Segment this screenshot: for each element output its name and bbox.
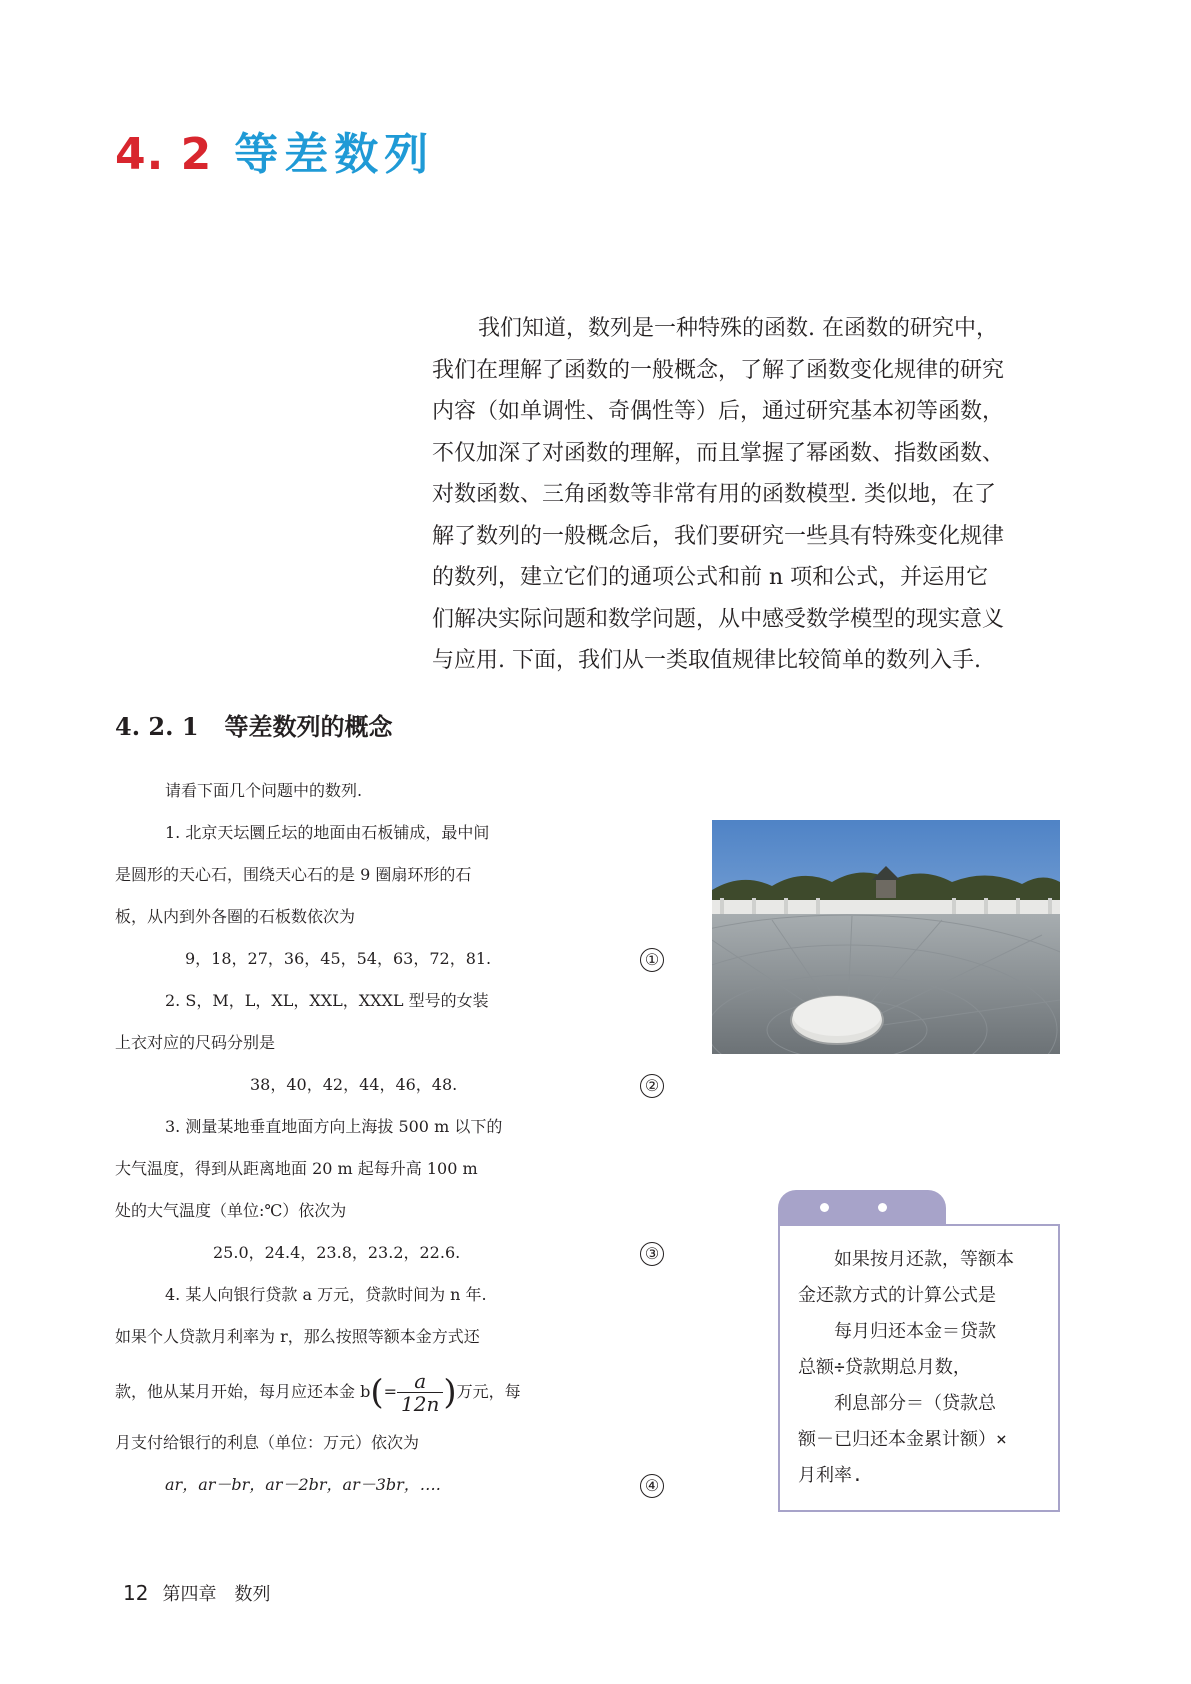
fraction-numerator: a	[397, 1370, 443, 1393]
body-line: 板，从内到外各圈的石板数依次为	[115, 907, 356, 926]
section-heading	[115, 707, 393, 742]
body-line: 如果个人贷款月利率为 r，那么按照等额本金方式还	[115, 1327, 480, 1346]
circular-mound-altar-photo	[712, 820, 1060, 1054]
circled-number-3: ③	[640, 1242, 664, 1266]
note-line: 利息部分＝（贷款总	[798, 1393, 996, 1414]
note-tab	[778, 1190, 946, 1226]
intro-line: 我们在理解了函数的一般概念，了解了函数变化规律的研究	[432, 357, 1005, 383]
sequence-3: 25.0，24.4，23.8，23.2，22.6.	[213, 1243, 461, 1262]
chapter-heading	[115, 118, 434, 182]
intro-line: 与应用. 下面，我们从一类取值规律比较简单的数列入手.	[432, 648, 981, 673]
section-title: 等差数列的概念	[224, 713, 393, 741]
body-line: 4. 某人向银行贷款 a 万元，贷款时间为 n 年.	[165, 1285, 487, 1304]
sequence-1: 9，18，27，36，45，54，63，72，81.	[185, 949, 492, 968]
body-line: 万元，每	[456, 1382, 521, 1401]
heading-number: 4. 2	[115, 129, 213, 180]
note-line: 总额÷贷款期总月数，	[798, 1357, 971, 1378]
equals-sign: =	[383, 1382, 398, 1401]
fraction-denominator: 12n	[401, 1392, 440, 1416]
body-line: 大气温度，得到从距离地面 20 m 起每升高 100 m	[115, 1159, 478, 1178]
circled-number-1: ①	[640, 948, 664, 972]
body-line: 2. S，M，L，XL，XXL，XXXL 型号的女装	[165, 991, 489, 1010]
note-dot	[820, 1203, 829, 1212]
intro-line: 解了数列的一般概念后，我们要研究一些具有特殊变化规律	[432, 523, 1005, 549]
note-line: 额－已归还本金累计额）×	[798, 1429, 1007, 1450]
circled-number-4: ④	[640, 1474, 664, 1498]
body-line: 3. 测量某地垂直地面方向上海拔 500 m 以下的	[165, 1117, 503, 1136]
section-number: 4. 2. 1	[115, 712, 199, 741]
sequence-4: ar，ar－br，ar－2br，ar－3br，….	[165, 1475, 441, 1494]
intro-line: 我们知道，数列是一种特殊的函数. 在函数的研究中，	[478, 316, 998, 341]
fraction	[397, 1370, 443, 1415]
body-line: 请看下面几个问题中的数列.	[165, 781, 363, 800]
note-line: 如果按月还款，等额本	[798, 1249, 1014, 1270]
chapter-label: 第四章 数列	[162, 1584, 271, 1605]
intro-line: 不仅加深了对函数的理解，而且掌握了幂函数、指数函数、	[432, 440, 1005, 466]
note-line: 每月归还本金＝贷款	[798, 1321, 996, 1342]
body-line: 上衣对应的尺码分别是	[115, 1033, 276, 1052]
intro-line: 对数函数、三角函数等非常有用的函数模型. 类似地，在了	[432, 482, 996, 507]
body-line: 月支付给银行的利息（单位：万元）依次为	[115, 1433, 420, 1452]
body-line: 处的大气温度（单位:℃）依次为	[115, 1201, 347, 1220]
body-line: 1. 北京天坛圜丘坛的地面由石板铺成，最中间	[165, 823, 490, 842]
intro-line: 内容（如单调性、奇偶性等）后，通过研究基本初等函数，	[432, 399, 1005, 424]
note-dot	[878, 1203, 887, 1212]
body-line: 款，他从某月开始，每月应还本金 b	[115, 1382, 371, 1401]
formula-line	[115, 1370, 521, 1415]
circled-number-2: ②	[640, 1074, 664, 1098]
paren-close: )	[443, 1372, 457, 1413]
body-line: 是圆形的天心石，围绕天心石的是 9 圈扇环形的石	[115, 865, 472, 884]
intro-line: 们解决实际问题和数学问题，从中感受数学模型的现实意义	[432, 606, 1005, 632]
intro-line: 的数列，建立它们的通项公式和前 n 项和公式，并运用它	[432, 565, 989, 590]
note-line: 月利率.	[798, 1465, 863, 1486]
note-line: 金还款方式的计算公式是	[798, 1285, 996, 1306]
paren-open: (	[370, 1372, 384, 1413]
page-footer	[123, 1580, 270, 1606]
intro-paragraph	[432, 308, 1062, 682]
page-number: 12	[123, 1581, 149, 1605]
sequence-2: 38，40，42，44，46，48.	[250, 1075, 458, 1094]
margin-note-text	[798, 1242, 1046, 1494]
heading-title: 等差数列	[234, 129, 435, 180]
